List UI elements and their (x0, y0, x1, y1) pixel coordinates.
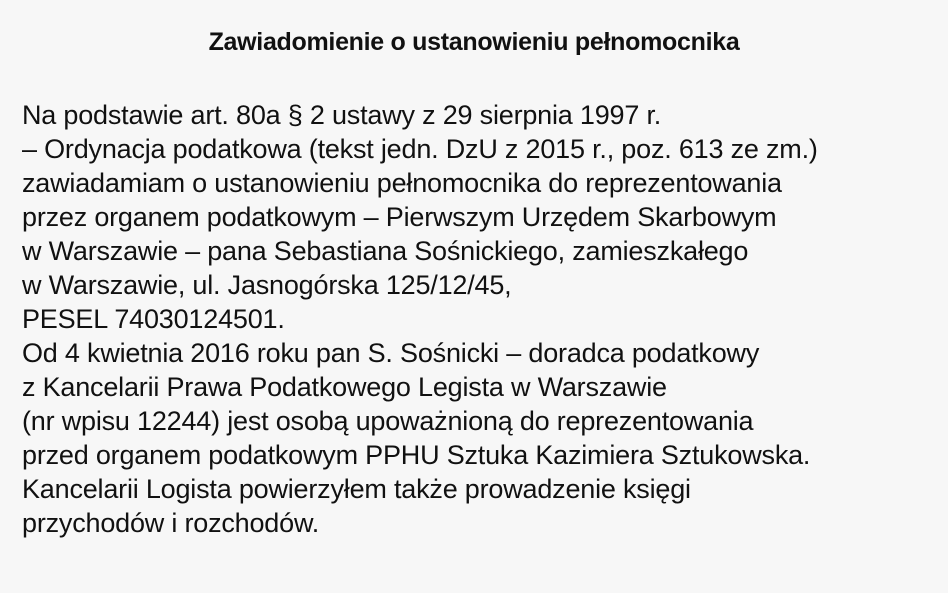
text-line: Kancelarii Logista powierzyłem także prowadzenie księgi (22, 474, 691, 504)
text-line: (nr wpisu 12244) jest osobą upoważnioną do reprezentowania (22, 406, 754, 436)
text-line: w Warszawie – pana Sebastiana Sośnickiego, zamieszkałego (22, 236, 749, 266)
text-line: Od 4 kwietnia 2016 roku pan S. Sośnicki – doradca podatkowy (22, 338, 760, 368)
text-line: przed organem podatkowym PPHU Sztuka Kazimiera Sztukowska. (22, 440, 811, 470)
text-line: – Ordynacja podatkowa (tekst jedn. DzU z 2015 r., poz. 613 ze zm.) (22, 134, 818, 164)
text-line: PESEL 74030124501. (22, 304, 285, 334)
document-body (22, 98, 942, 540)
text-line: przychodów i rozchodów. (22, 508, 320, 538)
text-line: w Warszawie, ul. Jasnogórska 125/12/45, (22, 270, 512, 300)
text-line: Na podstawie art. 80a § 2 ustawy z 29 sierpnia 1997 r. (22, 100, 662, 130)
text-line: zawiadamiam o ustanowieniu pełnomocnika do reprezentowania (22, 168, 782, 198)
document-title: Zawiadomienie o ustanowieniu pełnomocnika (208, 28, 740, 56)
text-line: przez organem podatkowym – Pierwszym Urzędem Skarbowym (22, 202, 777, 232)
text-line: z Kancelarii Prawa Podatkowego Legista w Warszawie (22, 372, 667, 402)
